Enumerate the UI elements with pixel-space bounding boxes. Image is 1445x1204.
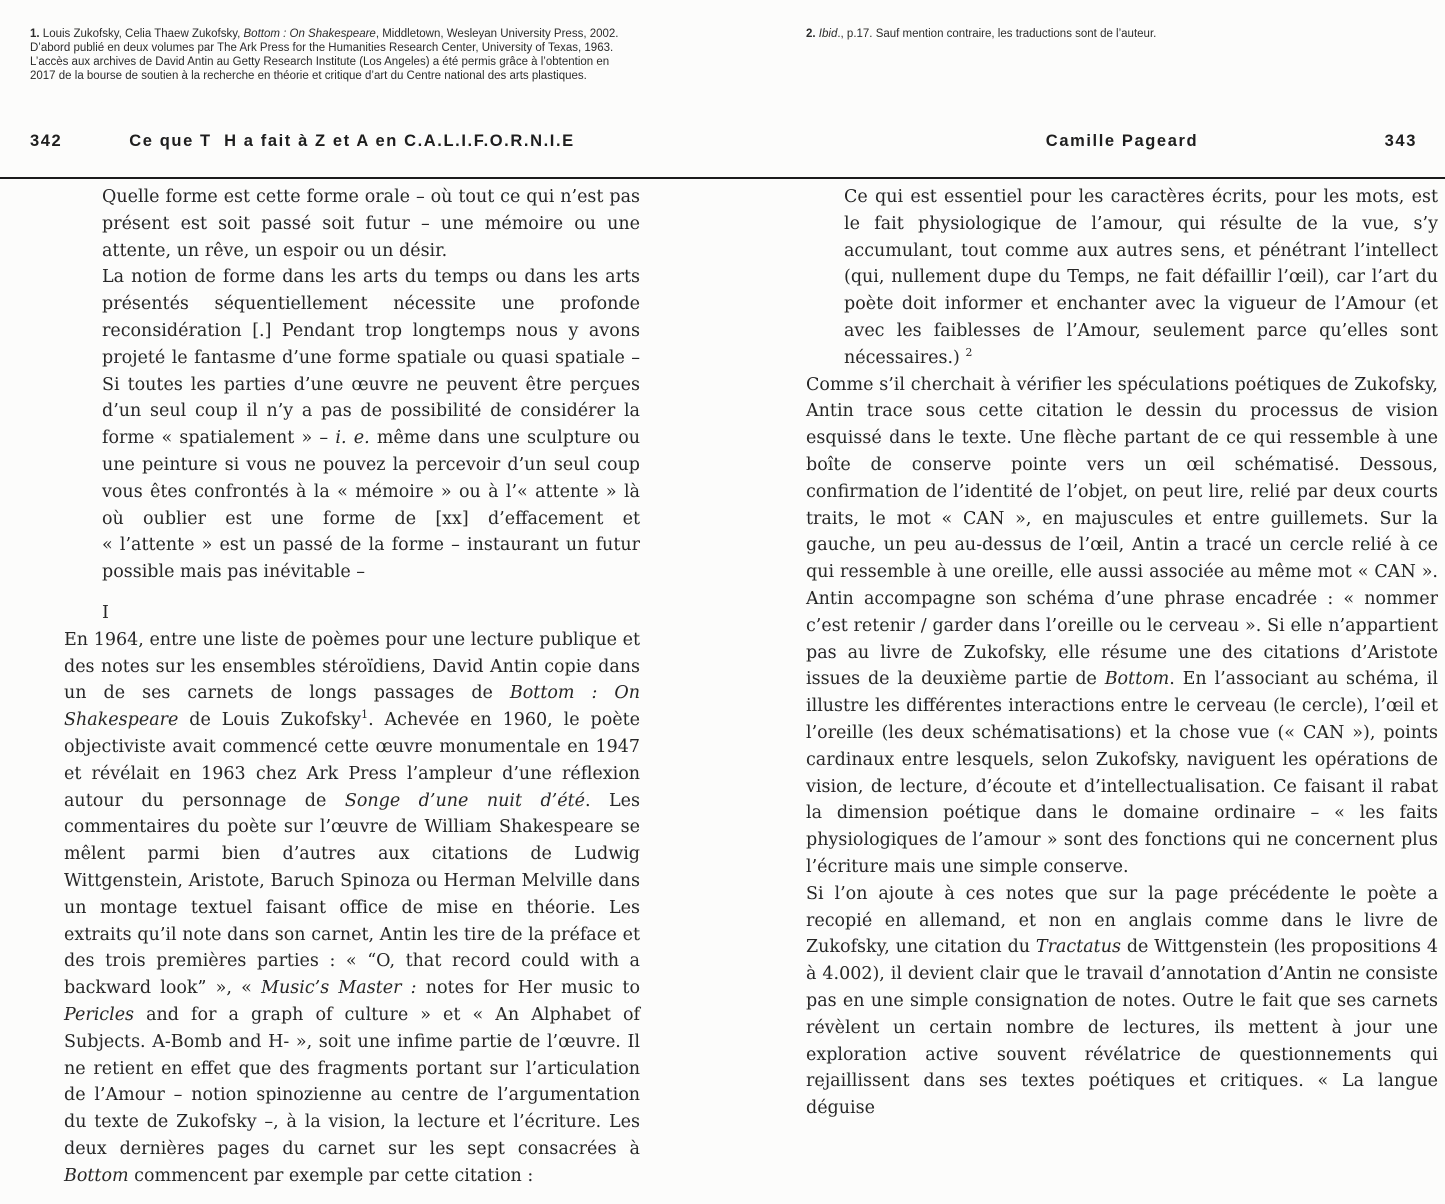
running-title-author: Camille Pageard <box>1045 132 1199 150</box>
running-title-left: Ce que T H a fait à Z et A en C.A.L.I.F.O.R.N.I.E <box>129 132 575 150</box>
quote-paragraph-1: Quelle forme est cette forme orale – où tout ce qui n’est pas présent est soit passé soit futur – une mémoire ou une attente, un rêve, un espoir ou un désir. <box>102 187 640 261</box>
body-paragraph-right-2: Si l’on ajoute à ces notes que sur la page précédente le poète a recopié en allemand, et non en anglais comme dans le livre de Zukofsky, une citation du Tractatus de Wittgenstein (les propositions 4 à 4.002), il devient clair que le travail d’annotation d’Antin ne consiste pas en une simple consignation de notes. Outre le fait que ses carnets révèlent un certain nombre de lectures, ils mettent à jour une exploration active souvent révélatrice de questionnements qui rejaillissent dans ses textes poétiques et critiques. « La langue déguise <box>806 883 1439 1119</box>
zukofsky-quote-block <box>844 184 1438 372</box>
header-rule <box>0 177 1445 179</box>
footnote-1: 1. Louis Zukofsky, Celia Thaew Zukofsky, Bottom : On Shakespeare, Middletown, Wesleyan University Press, 2002. D’abord publié en deux volumes par The Ark Press for the Humanities Research Center, University of Texas, 1963. L’accès aux archives de David Antin au Getty Research Institute (Los Angeles) a été permis grâce à l’obtention en 2017 de la bourse de soutien à la recherche en théorie et critique d’art du Centre national des arts plastiques. <box>30 28 619 82</box>
quote-paragraph-2: La notion de forme dans les arts du temps ou dans les arts présentés séquentiellement nécessite une profonde reconsidération [.] Pendant trop longtemps nous y avons projeté le fantasme d’une forme spatiale ou quasi spatiale – Si toutes les parties d’une œuvre ne peuvent être perçues d’un seul coup il n’y a pas de possibilité de considérer la forme « spatialement » – i. e. même dans une sculpture ou une peinture si vous ne pouvez la percevoir d’un seul coup vous êtes confrontés à la « mémoire » ou à l’« attente » là où oublier est une forme de [xx] d’effacement et « l’attente » est un passé de la forme – instaurant un futur possible mais pas inévitable – <box>102 267 640 583</box>
body-paragraph-left: En 1964, entre une liste de poèmes pour une lecture publique et des notes sur les ensembles stéroïdiens, David Antin copie dans un de ses carnets de longs passages de Bottom : On Shakespeare de Louis Zukofsky$^1$. Achevée en 1960, le poète objectiviste avait commencé cette œuvre monumentale en 1947 et révélait en 1963 chez Ark Press l’ampleur d’une réflexion autour du personnage de Songe d’une nuit d’été. Les commentaires du poète sur l’œuvre de William Shakespeare se mêlent parmi bien d’autres aux citations de Ludwig Wittgenstein, Aristote, Baruch Spinoza ou Herman Melville dans un montage textuel faisant office de mise en théorie. Les extraits qu’il note dans son carnet, Antin les tire de la préface et des trois premières parties : « “O, that record could with a backward look” », « Music’s Master : notes for Her music to Pericles and for a graph of culture » et « An Alphabet of Subjects. A-Bomb and H- », soit une infime partie de l’œuvre. Il ne retient en effet que des fragments portant sur l’articulation de l’Amour – notion spinozienne au centre de l’argumentation du texte de Zukofsky –, à la vision, la lecture et l’écriture. Les deux dernières pages du carnet sur les sept consacrées à Bottom commencent par exemple par cette citation : <box>64 629 641 1186</box>
quote-paragraph-right: Ce qui est essentiel pour les caractères écrits, pour les mots, est le fait physiologique de l’amour, qui résulte de la vue, s’y accumulant, tout comme aux autres sens, et pénétrant l’intellect (qui, nullement dupe du Temps, ne fait défaillir l’œil), car l’art du poète doit informer et enchanter avec la vigueur de l’Amour (et avec les faiblesses de l’Amour, seulement parce qu’elles sont nécessaires.) $^2$ <box>844 187 1438 368</box>
right-page-column <box>806 184 1438 1122</box>
section-marker: I <box>102 602 109 623</box>
body-paragraph-right-1: Comme s’il cherchait à vérifier les spéculations poétiques de Zukofsky, Antin trace sous cette citation le dessin du processus de vision esquissé dans le texte. Une flèche partant de ce qui ressemble à une boîte de conserve pointe vers un œil schématisé. Dessous, confirmation de l’identité de l’objet, on peut lire, relié par deux courts traits, le mot « CAN », en majuscules et entre guillemets. Sur la gauche, un peu au-dessus de l’œil, Antin a tracé un cercle relié à ce qui ressemble à une oreille, elle aussi associée au même mot « CAN ». Antin accompagne son schéma d’une phrase encadrée : « nommer c’est retenir / garder dans l’oreille ou le cerveau ». Si elle n’appartient pas au livre de Zukofsky, elle résume une des citations d’Aristote issues de la deuxième partie de Bottom. En l’associant au schéma, il illustre les différentes interactions entre le cerveau (le cercle), l’œil et l’oreille (les deux schématisations) et la chose vue (« CAN »), points cardinaux entre lesquels, selon Zukofsky, naviguent les opérations de vision, de lecture, d’écoute et d’intellectualisation. Ce faisant il rabat la dimension poétique dans le domaine ordinaire – « les faits physiologiques de l’amour » sont des fonctions qui ne concernent plus l’écriture mais une simple conserve. <box>806 374 1438 877</box>
page-number-right: 343 <box>1384 132 1417 150</box>
left-page-column <box>64 184 640 1189</box>
footnote-2: 2. Ibid., p.17. Sauf mention contraire, les traductions sont de l’auteur. <box>806 28 1157 40</box>
page-number-left: 342 <box>30 132 63 150</box>
antin-quote-block <box>102 184 640 586</box>
